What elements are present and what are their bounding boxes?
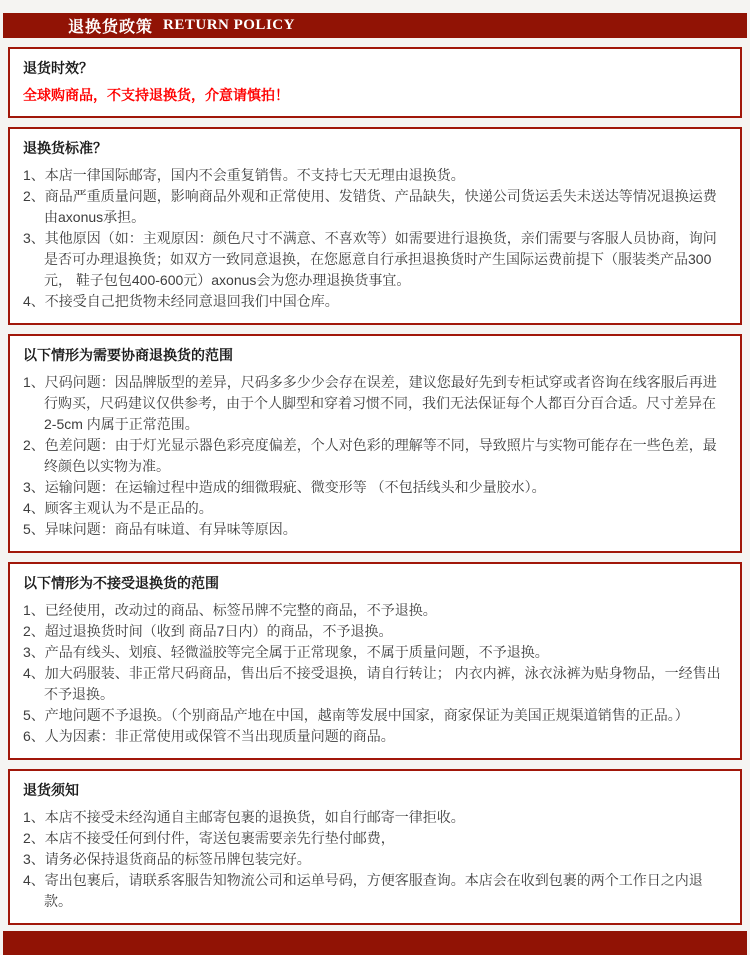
list-item: 4、不接受自己把货物未经同意退回我们中国仓库。 xyxy=(23,293,339,309)
return-policy-page xyxy=(0,13,750,955)
list-item: 1、尺码问题：因品牌版型的差异，尺码多多少少会存在误差，建议您最好先到专柜试穿或者咨询在线客服后再进行购买，尺码建议仅供参考，由于个人脚型和穿着习惯不同，我们无法保证每个人都百分百合适。尺寸差异在2-5cm 内属于正常范围。 xyxy=(23,374,717,432)
section-return-notes xyxy=(8,769,742,925)
list-item: 3、产品有线头、划痕、轻微溢胶等完全属于正常现象，不属于质量问题，不予退换。 xyxy=(23,644,549,660)
list-item: 5、异味问题：商品有味道、有异味等原因。 xyxy=(23,521,297,537)
list-item: 4、顾客主观认为不是正品的。 xyxy=(23,500,213,516)
section-title: 以下情形为不接受退换货的范围 xyxy=(23,575,219,591)
section-title: 退货须知 xyxy=(23,782,79,798)
section-item-list xyxy=(23,807,728,912)
section-title: 退换货标准？ xyxy=(23,140,107,156)
page-title-en: RETURN POLICY xyxy=(163,17,295,33)
list-item: 3、运输问题：在运输过程中造成的细微瑕疵、微变形等 （不包括线头和少量胶水）。 xyxy=(23,479,546,495)
section-nonreturnable xyxy=(8,562,742,760)
section-return-time-limit xyxy=(8,47,742,118)
section-title: 以下情形为需要协商退换货的范围 xyxy=(23,347,233,363)
section-item-list xyxy=(23,600,728,747)
section-item-list xyxy=(23,372,728,540)
list-item: 4、寄出包裹后，请联系客服告知物流公司和运单号码，方便客服查询。本店会在收到包裹的两个工作日之内退款。 xyxy=(23,872,703,909)
section-item-list xyxy=(23,165,728,312)
header-bar xyxy=(3,13,747,38)
page-title-zh: 退换货政策 xyxy=(68,19,154,36)
list-item: 3、其他原因（如：主观原因：颜色尺寸不满意、不喜欢等）如需要进行退换货，亲们需要与客服人员协商，询问是否可办理退换货；如双方一致同意退换，在您愿意自行承担退换货时产生国际运费前提下（服装类产品300元， 鞋子包包400-600元）axonus会为您办理退换货事宜。 xyxy=(23,230,717,288)
global-purchase-warning-text: 全球购商品，不支持退换货，介意请慎拍！ xyxy=(23,87,289,103)
list-item: 4、加大码服装、非正常尺码商品，售出后不接受退换，请自行转让； 内衣内裤，泳衣泳裤为贴身物品，一经售出不予退换。 xyxy=(23,665,721,702)
list-item: 6、人为因素：非正常使用或保管不当出现质量问题的商品。 xyxy=(23,728,395,744)
section-return-standards xyxy=(8,127,742,325)
footer-bar xyxy=(3,931,747,955)
list-item: 2、本店不接受任何到付件，寄送包裹需要亲先行垫付邮费， xyxy=(23,830,395,846)
list-item: 2、商品严重质量问题，影响商品外观和正常使用、发错货、产品缺失，快递公司货运丢失未送达等情况退换运费由axonus承担。 xyxy=(23,188,717,225)
list-item: 2、色差问题：由于灯光显示器色彩亮度偏差，个人对色彩的理解等不同，导致照片与实物可能存在一些色差，最终颜色以实物为准。 xyxy=(23,437,717,474)
list-item: 1、本店不接受未经沟通自主邮寄包裹的退换货，如自行邮寄一律拒收。 xyxy=(23,809,465,825)
list-item: 3、请务必保持退货商品的标签吊牌包装完好。 xyxy=(23,851,311,867)
section-title: 退货时效？ xyxy=(23,60,93,76)
section-negotiable-returns xyxy=(8,334,742,553)
list-item: 1、本店一律国际邮寄，国内不会重复销售。不支持七天无理由退换货。 xyxy=(23,167,465,183)
list-item: 5、产地问题不予退换。（个别商品产地在中国，越南等发展中国家，商家保证为美国正规渠道销售的正品。） xyxy=(23,707,689,723)
list-item: 2、超过退换货时间（收到 商品7日内）的商品，不予退换。 xyxy=(23,623,393,639)
list-item: 1、已经使用，改动过的商品、标签吊牌不完整的商品，不予退换。 xyxy=(23,602,437,618)
